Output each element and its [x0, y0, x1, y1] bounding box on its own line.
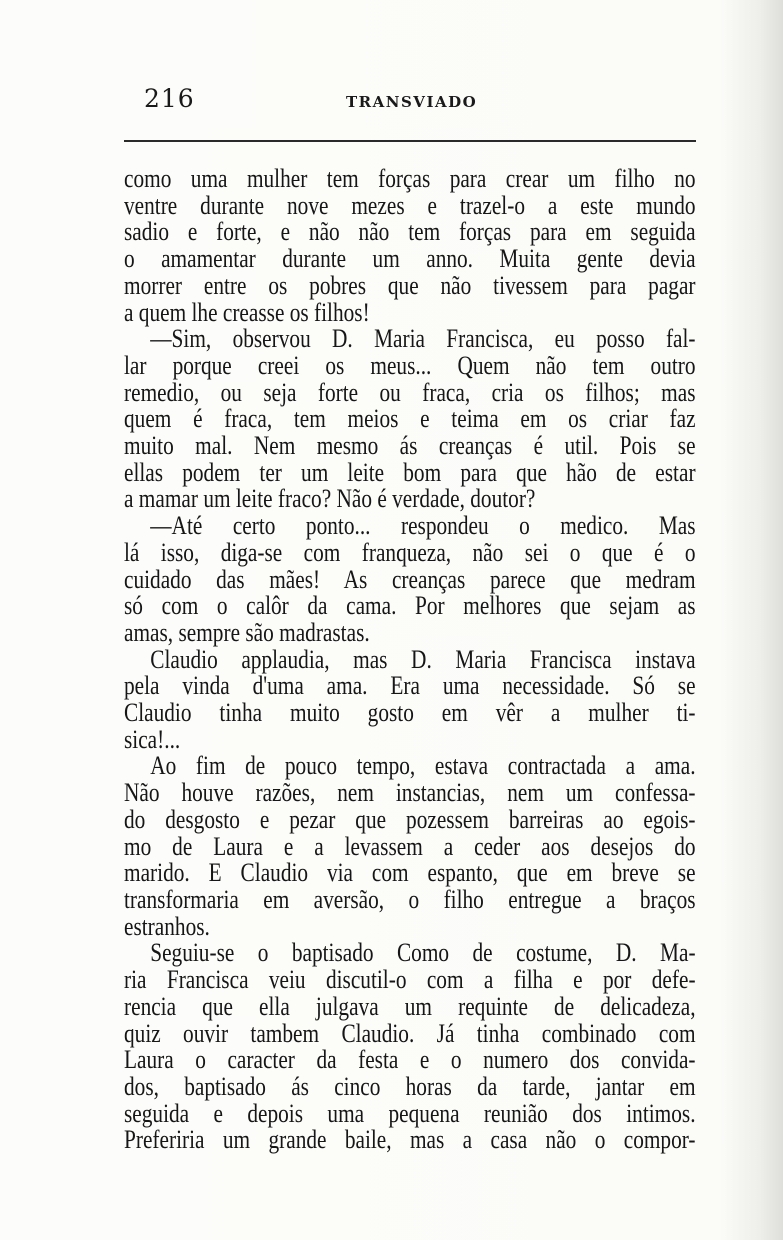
header-rule — [124, 140, 696, 142]
text-line: só com o calôr da cama. Por melhores que sejam as — [124, 591, 696, 621]
text-line: muito mal. Nem mesmo ás creanças é util. Pois se — [124, 431, 696, 461]
text-line: seguida e depois uma pequena reunião dos intimos. — [124, 1098, 696, 1128]
text-line: lá isso, diga-se com franqueza, não sei o que é o — [124, 537, 696, 567]
text-line: quiz ouvir tambem Claudio. Já tinha combinado com — [124, 1018, 696, 1048]
text-line: amas, sempre são madrastas. — [124, 617, 370, 647]
text-line: transformaria em aversão, o filho entregue a braços — [124, 884, 696, 914]
text-line: estranhos. — [124, 911, 210, 941]
text-line: —Sim, observou D. Maria Francisca, eu posso fal- — [150, 324, 696, 354]
text-line: ellas podem ter um leite bom para que hão de estar — [124, 457, 696, 487]
text-line: —Até certo ponto... respondeu o medico. Mas — [150, 511, 696, 541]
text-line: do desgosto e pezar que pozessem barreiras ao egois- — [124, 804, 696, 834]
running-title: TRANSVIADO — [346, 93, 478, 111]
text-line: a quem lhe creasse os filhos! — [124, 297, 370, 327]
text-line: morrer entre os pobres que não tivessem para pagar — [124, 270, 696, 300]
text-line: o amamentar durante um anno. Muita gente devia — [124, 244, 696, 274]
text-line: Ao fim de pouco tempo, estava contractada a ama. — [150, 751, 696, 781]
text-line: pela vinda d'uma ama. Era uma necessidade. Só se — [124, 671, 696, 701]
text-line: sadio e forte, e não não tem forças para em seguida — [124, 217, 696, 247]
body-text — [124, 164, 696, 1155]
text-line: mo de Laura e a levassem a ceder aos desejos do — [124, 831, 696, 861]
text-line: cuidado das mães! As creanças parece que medram — [124, 564, 696, 594]
text-line: Preferiria um grande baile, mas a casa não o compor- — [124, 1125, 696, 1155]
text-line: a mamar um leite fraco? Não é verdade, doutor? — [124, 484, 536, 514]
text-line: como uma mulher tem forças para crear um filho no — [124, 164, 696, 193]
text-line: rencia que ella julgava um requinte de delicadeza, — [124, 991, 696, 1021]
text-line: Claudio applaudia, mas D. Maria Francisca instava — [150, 644, 696, 674]
text-line: dos, baptisado ás cinco horas da tarde, jantar em — [124, 1071, 696, 1101]
page-header — [122, 84, 696, 124]
text-line: marido. E Claudio via com espanto, que em breve se — [124, 858, 696, 888]
text-line: ria Francisca veiu discutil-o com a filha e por defe- — [124, 965, 696, 995]
text-line: lar porque creei os meus... Quem não tem outro — [124, 350, 696, 380]
text-line: quem é fraca, tem meios e teima em os criar faz — [124, 404, 696, 434]
text-line: ventre durante nove mezes e trazel-o a este mundo — [124, 190, 696, 220]
text-line: remedio, ou seja forte ou fraca, cria os filhos; mas — [124, 377, 696, 407]
text-line: Não houve razões, nem instancias, nem um confessa- — [124, 778, 696, 808]
text-line: Claudio tinha muito gosto em vêr a mulher ti- — [124, 698, 696, 728]
text-line: Seguiu-se o baptisado Como de costume, D. Ma- — [150, 938, 696, 968]
text-line: sica!... — [124, 724, 181, 754]
page-number: 216 — [144, 84, 195, 113]
text-line: Laura o caracter da festa e o numero dos convida- — [124, 1045, 696, 1075]
